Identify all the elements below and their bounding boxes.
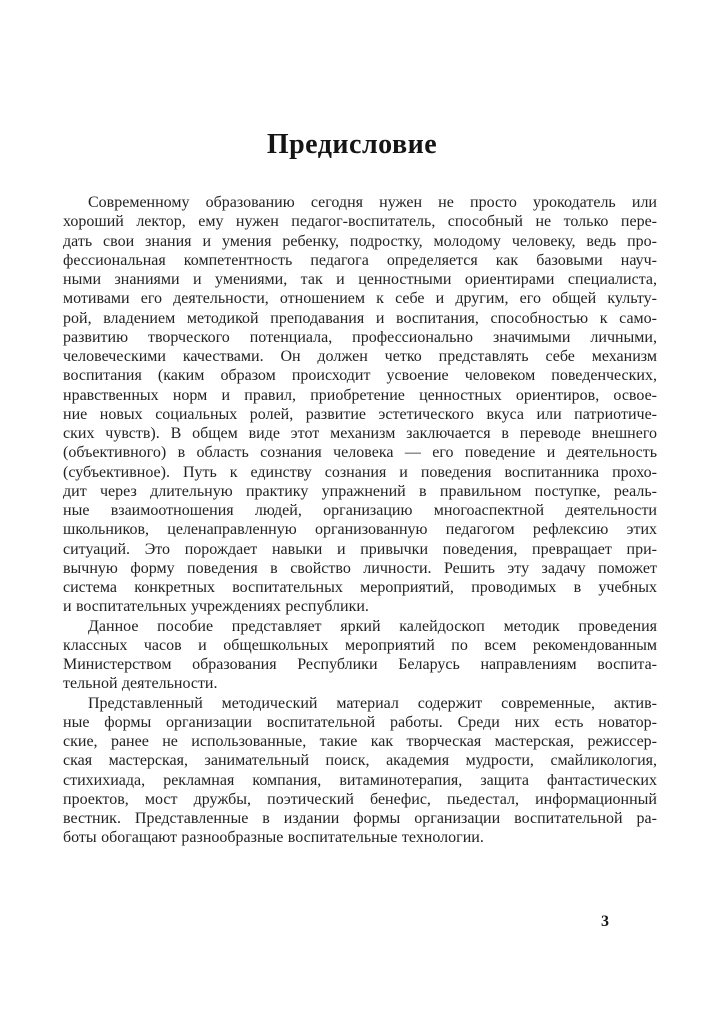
text-line: человеческими качествами. Он должен четко представлять себе механизм bbox=[63, 348, 657, 365]
text-line: ская мастерская, занимательный поиск, академия мудрости, смайликология, bbox=[63, 752, 657, 770]
text-line: фессиональная компетентность педагога определяется как базовыми науч- bbox=[63, 251, 657, 269]
text-line: (субъективное). Путь к единству сознания и поведения воспитанника прохо- bbox=[63, 463, 657, 481]
text-line: ные взаимоотношения людей, организацию многоаспектной деятельности bbox=[63, 502, 657, 519]
text-line: вестник. Представленные в издании формы организации воспитательной ра- bbox=[63, 810, 657, 827]
text-line: хороший лектор, ему нужен педагог-воспитатель, способный не только пере- bbox=[63, 213, 657, 231]
text-line: вычную форму поведения в свойство личности. Решить эту задачу поможет bbox=[63, 559, 657, 577]
text-line: и воспитательных учреждениях республики. bbox=[63, 598, 369, 616]
text-line: ние новых социальных ролей, развитие эстетического вкуса или патриотиче- bbox=[63, 405, 657, 423]
text-line: воспитания (каким образом происходит усвоение человеком поведенческих, bbox=[63, 367, 657, 385]
text-line: ные формы организации воспитательной работы. Среди них есть новатор- bbox=[63, 713, 657, 731]
text-line: тельной деятельности. bbox=[63, 675, 218, 693]
text-line: ских чувств). В общем виде этот механизм заключается в переводе внешнего bbox=[63, 425, 657, 442]
text-line: (объективного) в область сознания человека — его поведение и деятельность bbox=[63, 444, 657, 462]
text-line: стихихиада, рекламная компания, витаминотерапия, защита фантастических bbox=[63, 771, 657, 789]
text-line: дит через длительную практику упражнений в правильном поступке, реаль- bbox=[63, 482, 657, 500]
page-number: 3 bbox=[601, 913, 609, 930]
text-line: Представленный методический материал содержит современные, актив- bbox=[88, 694, 657, 712]
text-line: Данное пособие представляет яркий калейдоскоп методик проведения bbox=[88, 617, 657, 635]
text-line: классных часов и общешкольных мероприятий по всем рекомендованным bbox=[63, 636, 657, 654]
text-line: боты обогащают разнообразные воспитательные технологии. bbox=[63, 829, 484, 847]
text-line: мотивами его деятельности, отношением к себе и другим, его общей культу- bbox=[63, 290, 657, 308]
text-line: проектов, мост дружбы, поэтический бенефис, пьедестал, информационный bbox=[63, 790, 657, 808]
text-line: ными знаниями и умениями, так и ценностными ориентирами специалиста, bbox=[63, 271, 657, 288]
text-line: Современному образованию сегодня нужен не просто урокодатель или bbox=[88, 194, 657, 211]
text-line: развитию творческого потенциала, профессионально значимыми личными, bbox=[63, 328, 657, 346]
text-line: Министерством образования Республики Беларусь направлениям воспита- bbox=[63, 656, 657, 673]
text-line: дать свои знания и умения ребенку, подростку, молодому человеку, ведь про- bbox=[63, 232, 657, 250]
text-line: ситуаций. Это порождает навыки и привычки поведения, превращает при- bbox=[63, 540, 657, 558]
text-line: рой, владением методикой преподавания и воспитания, способностью к само- bbox=[63, 309, 657, 327]
text-line: школьников, целенаправленную организованную педагогом рефлексию этих bbox=[63, 521, 657, 539]
text-line: нравственных норм и правил, приобретение ценностных ориентиров, освое- bbox=[63, 386, 657, 404]
text-line: ские, ранее не использованные, такие как творческая мастерская, режиссер- bbox=[63, 733, 657, 750]
page-title: Предисловие bbox=[266, 129, 438, 160]
text-line: система конкретных воспитательных мероприятий, проводимых в учебных bbox=[63, 579, 657, 596]
preface-body bbox=[63, 193, 657, 848]
